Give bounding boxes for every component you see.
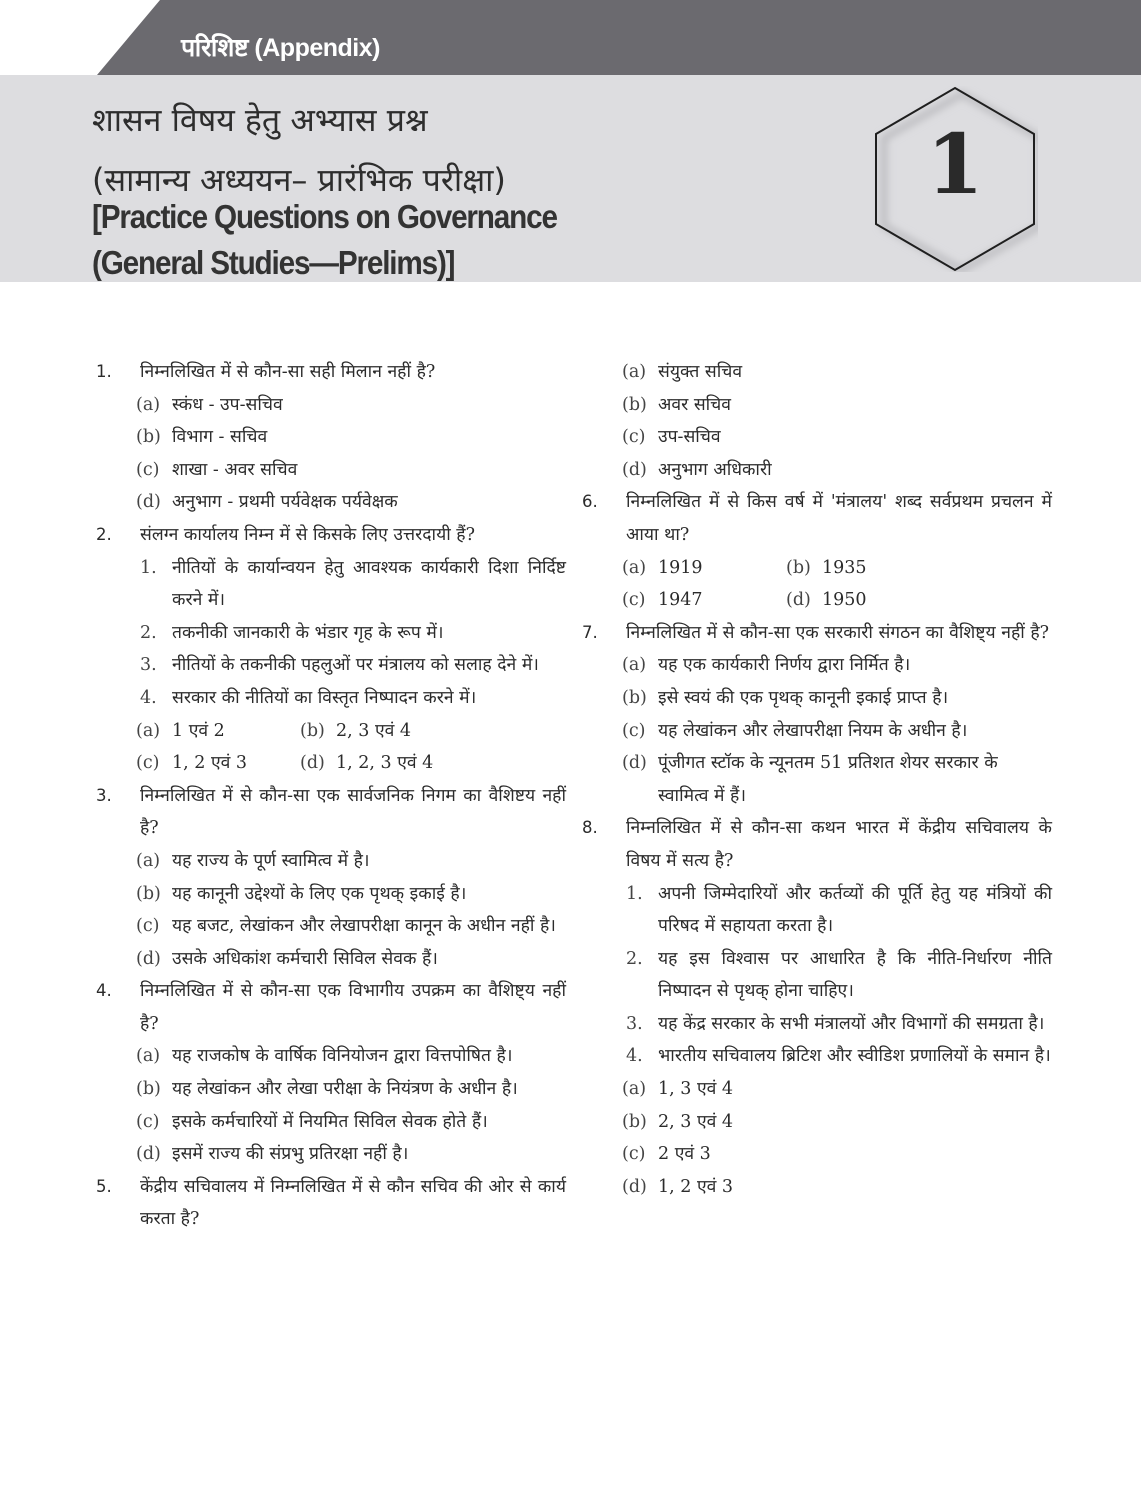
question-number: 7. xyxy=(582,622,598,642)
option-b: (b) यह लेखांकन और लेखा परीक्षा के नियंत्रण के अधीन है। xyxy=(136,1079,518,1100)
option-c: (c) उप-सचिव xyxy=(622,427,721,448)
option-a: (a) यह राजकोष के वार्षिक विनियोजन द्वारा वित्तपोषित है। xyxy=(136,1046,513,1067)
question-6 xyxy=(582,486,1052,616)
option-d: (d) 1, 2 एवं 3 xyxy=(622,1176,734,1197)
chapter-number: 1 xyxy=(926,117,984,213)
option-c: (c) 2 एवं 3 xyxy=(622,1144,711,1165)
question-5-options xyxy=(582,356,1052,486)
question-8 xyxy=(582,812,1052,1203)
page-title-hindi-line1: शासन विषय हेतु अभ्यास प्रश्न xyxy=(92,101,428,139)
statement-3: 3. यह केंद्र सरकार के सभी मंत्रालयों और विभागों की समग्रता है। xyxy=(626,1013,1045,1034)
question-text: केंद्रीय सचिवालय में निम्नलिखित में से कौन सचिव की ओर से कार्य करता है? xyxy=(140,1176,566,1230)
statement-2: 2. यह इस विश्वास पर आधारित है कि नीति-निर्धारण नीति निष्पादन से पृथक् होना चाहिए। xyxy=(626,948,1052,1002)
statement-4: 4. भारतीय सचिवालय ब्रिटिश और स्वीडिश प्रणालियों के समान है। xyxy=(626,1046,1051,1067)
question-text: संलग्न कार्यालय निम्न में से किसके लिए उत्तरदायी हैं? xyxy=(140,524,475,545)
option-d: (d) 1950 xyxy=(786,590,867,611)
question-number: 1. xyxy=(96,362,112,381)
question-text: निम्नलिखित में से कौन-सा एक सरकारी संगठन का वैशिष्ट्य नहीं है? xyxy=(626,622,1050,643)
question-text: निम्नलिखित में से कौन-सा एक विभागीय उपक्रम का वैशिष्ट्य नहीं है? xyxy=(140,981,566,1034)
options-grid xyxy=(622,552,1052,617)
option-d: (d) अनुभाग अधिकारी xyxy=(622,459,772,480)
question-number: 5. xyxy=(96,1176,112,1196)
question-3 xyxy=(96,780,566,976)
option-a: (a) 1919 xyxy=(622,557,703,578)
statement-2: 2. तकनीकी जानकारी के भंडार गृह के रूप में। xyxy=(140,622,444,643)
option-b: (b) अवर सचिव xyxy=(622,394,732,415)
appendix-label: परिशिष्ट (Appendix) xyxy=(181,34,380,62)
option-c: (c) 1, 2 एवं 3 xyxy=(136,753,248,774)
option-b: (b) 2, 3 एवं 4 xyxy=(300,720,412,741)
statement-1: 1. अपनी जिम्मेदारियों और कर्तव्यों की पूर्ति हेतु यह मंत्रियों की परिषद में सहायता करता है। xyxy=(626,883,1052,937)
option-a: (a) स्कंध - उप-सचिव xyxy=(136,394,283,415)
question-7 xyxy=(582,617,1052,813)
right-column xyxy=(582,356,1052,1203)
left-column xyxy=(96,356,566,1236)
page-title-hindi-line2: (सामान्य अध्ययन– प्रारंभिक परीक्षा) xyxy=(92,161,506,199)
option-c: (c) 1947 xyxy=(622,590,703,611)
option-d: (d) अनुभाग - प्रथमी पर्यवेक्षक पर्यवेक्षक xyxy=(136,492,398,513)
question-text: निम्नलिखित में से कौन-सा एक सार्वजनिक निगम का वैशिष्टय नहीं है? xyxy=(140,785,566,839)
question-2 xyxy=(96,519,566,780)
option-c: (c) इसके कर्मचारियों में नियमित सिविल सेवक होते हैं। xyxy=(136,1111,488,1132)
option-a: (a) यह राज्य के पूर्ण स्वामित्व में है। xyxy=(136,850,370,871)
question-5 xyxy=(96,1171,566,1236)
appendix-banner xyxy=(0,0,1141,75)
option-b: (b) इसे स्वयं की एक पृथक् कानूनी इकाई प्राप्त है। xyxy=(622,687,949,708)
question-number: 6. xyxy=(582,492,598,512)
option-d: (d) इसमें राज्य की संप्रभु प्रतिरक्षा नहीं है। xyxy=(136,1144,409,1165)
option-b: (b) 2, 3 एवं 4 xyxy=(622,1111,734,1132)
option-d: (d) पूंजीगत स्टॉक के न्यूनतम 51 प्रतिशत शेयर सरकार के स्वामित्व में हैं। xyxy=(622,753,998,806)
question-number: 4. xyxy=(96,981,112,1001)
option-a: (a) यह एक कार्यकारी निर्णय द्वारा निर्मित है। xyxy=(622,655,911,676)
option-d: (d) 1, 2, 3 एवं 4 xyxy=(300,753,434,774)
statement-1: 1. नीतियों के कार्यान्वयन हेतु आवश्यक कार्यकारी दिशा निर्दिष्ट करने में। xyxy=(140,557,566,611)
question-number: 2. xyxy=(96,524,112,544)
option-c: (c) शाखा - अवर सचिव xyxy=(136,459,298,480)
options-grid xyxy=(136,715,566,780)
option-a: (a) 1 एवं 2 xyxy=(136,720,225,741)
option-c: (c) यह बजट, लेखांकन और लेखापरीक्षा कानून के अधीन नहीं है। xyxy=(136,916,556,937)
question-4 xyxy=(96,975,566,1171)
page-title-english-line2: (General Studies—Prelims)] xyxy=(92,244,455,281)
question-text: निम्नलिखित में से कौन-सा कथन भारत में केंद्रीय सचिवालय के विषय में सत्य है? xyxy=(626,818,1052,871)
option-d: (d) उसके अधिकांश कर्मचारी सिविल सेवक हैं। xyxy=(136,948,438,969)
option-b: (b) 1935 xyxy=(786,557,867,578)
option-b: (b) विभाग - सचिव xyxy=(136,427,268,448)
statement-4: 4. सरकार की नीतियों का विस्तृत निष्पादन करने में। xyxy=(140,687,477,708)
question-text: निम्नलिखित में से कौन-सा सही मिलान नहीं है? xyxy=(140,362,436,382)
option-c: (c) यह लेखांकन और लेखापरीक्षा नियम के अधीन है। xyxy=(622,720,968,741)
option-a: (a) संयुक्त सचिव xyxy=(622,362,743,382)
chapter-badge xyxy=(872,86,1038,272)
question-1 xyxy=(96,356,566,519)
question-text: निम्नलिखित में से किस वर्ष में 'मंत्रालय' शब्द सर्वप्रथम प्रचलन में आया था? xyxy=(626,492,1052,545)
option-a: (a) 1, 3 एवं 4 xyxy=(622,1079,734,1100)
statement-3: 3. नीतियों के तकनीकी पहलुओं पर मंत्रालय को सलाह देने में। xyxy=(140,655,539,676)
question-number: 8. xyxy=(582,818,598,838)
page-title-english-line1: [Practice Questions on Governance xyxy=(92,198,557,235)
question-number: 3. xyxy=(96,785,112,805)
option-b: (b) यह कानूनी उद्देश्यों के लिए एक पृथक् इकाई है। xyxy=(136,883,467,904)
